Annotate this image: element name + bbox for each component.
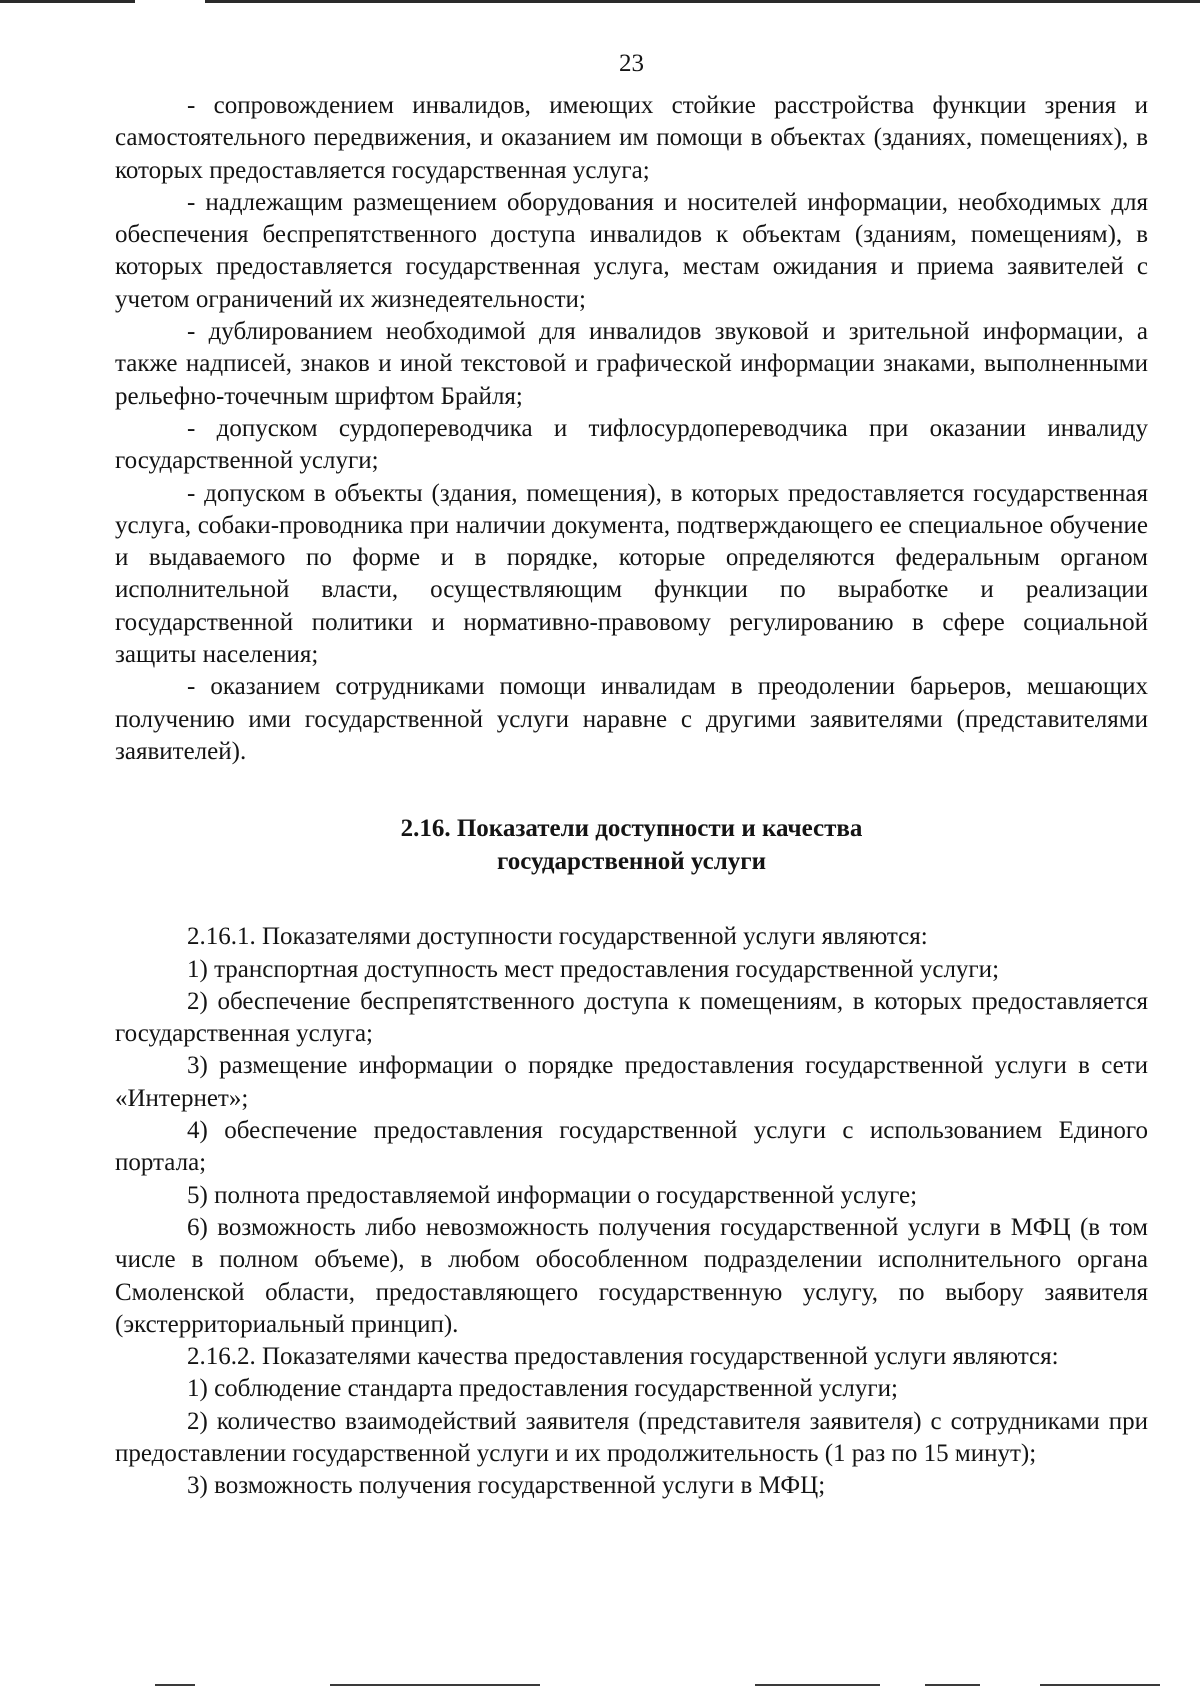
scan-artifact [1040, 1684, 1160, 1686]
page-number: 23 [619, 50, 644, 77]
paragraph: - допуском сурдопереводчика и тифлосурдопереводчика при оказании инвалиду государственной услуги; [115, 414, 1148, 475]
paragraph: - допуском в объекты (здания, помещения), в которых предоставляется государственная услуга, собаки-проводника при наличии документа, подтверждающего ее специальное обучение и выдаваемого по форме и в порядке, которые определяются федеральным органом исполнительной власти, осуществляющим функции по выработке и реализации государственной политики и нормативно-правовому регулированию в сфере социальной защиты населения; [115, 479, 1148, 669]
section-heading-line-2: государственной услуги [496, 848, 767, 876]
section-heading [115, 812, 1148, 878]
scan-artifact [925, 1684, 980, 1686]
scan-artifact [330, 1684, 540, 1686]
paragraph: 1) соблюдение стандарта предоставления государственной услуги; [187, 1375, 898, 1403]
paragraph: 2) обеспечение беспрепятственного доступа к помещениям, в которых предоставляется государственная услуга; [115, 987, 1148, 1048]
scan-edge-gap [135, 0, 205, 3]
paragraph: 4) обеспечение предоставления государственной услуги с использованием Единого портала; [115, 1117, 1148, 1177]
paragraph: 2.16.1. Показателями доступности государственной услуги являются: [187, 923, 928, 951]
paragraph: 5) полнота предоставляемой информации о государственной услуге; [187, 1181, 918, 1209]
paragraph: - надлежащим размещением оборудования и носителей информации, необходимых для обеспечения беспрепятственного доступа инвалидов к объектам (зданиям, помещениям), в которых предоставляется государственная услуга, местам ожидания и приема заявителей с учетом ограничений их жизнедеятельности; [115, 188, 1148, 313]
section-heading-line-1: 2.16. Показатели доступности и качества [400, 815, 863, 843]
paragraph: - сопровождением инвалидов, имеющих стойкие расстройства функции зрения и самостоятельного передвижения, и оказанием им помощи в объектах (зданиях, помещениях), в которых предоставляется государственная услуга; [115, 92, 1148, 184]
document-page [115, 48, 1148, 1503]
scan-artifact [155, 1684, 195, 1686]
paragraph: 3) размещение информации о порядке предоставления государственной услуги в сети «Интернет»; [115, 1052, 1148, 1112]
paragraph: 3) возможность получения государственной услуги в МФЦ; [187, 1472, 826, 1500]
paragraph: 6) возможность либо невозможность получения государственной услуги в МФЦ (в том числе в полном объеме), в любом обособленном подразделении исполнительного органа Смоленской области, предоставляющего государственную услугу, по выбору заявителя (экстерриториальный принцип). [115, 1213, 1148, 1338]
paragraph: - оказанием сотрудниками помощи инвалидам в преодолении барьеров, мешающих получению ими государственной услуги наравне с другими заявителями (представителями заявителей). [115, 673, 1148, 765]
indicators-list [115, 921, 1148, 1502]
paragraph: 2) количество взаимодействий заявителя (представителя заявителя) с сотрудниками при предоставлении государственной услуги и их продолжительность (1 раз по 15 минут); [115, 1407, 1148, 1467]
paragraph: - дублированием необходимой для инвалидов звуковой и зрительной информации, а также надписей, знаков и иной текстовой и графической информации знаками, выполненными рельефно-точечным шрифтом Брайля; [115, 318, 1148, 410]
paragraph: 1) транспортная доступность мест предоставления государственной услуги; [187, 955, 1000, 983]
scan-artifact-bottom [0, 1684, 1200, 1690]
scan-artifact [755, 1684, 880, 1686]
scan-edge-top [0, 0, 1200, 3]
paragraph: 2.16.2. Показателями качества предоставления государственной услуги являются: [187, 1343, 1059, 1371]
accessibility-measures-list [115, 90, 1148, 768]
